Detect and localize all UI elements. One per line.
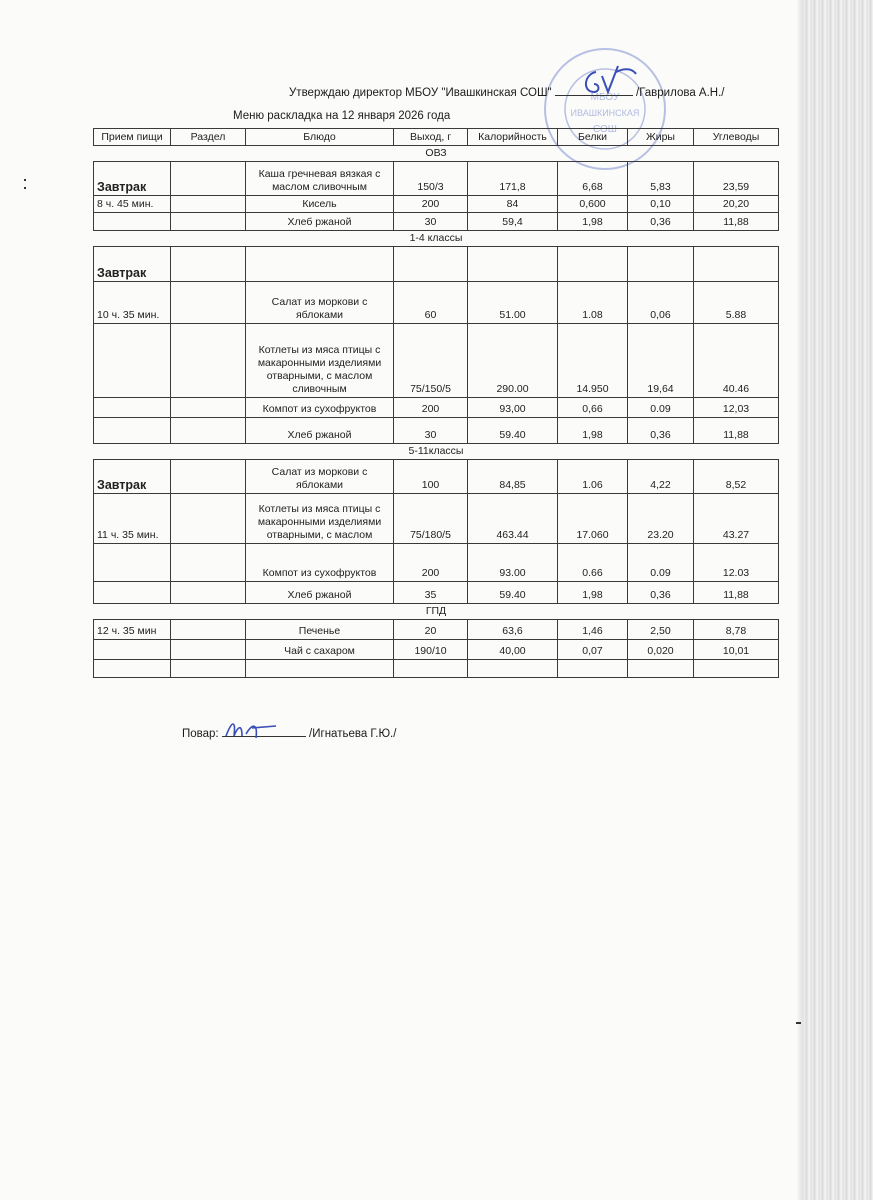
- calories-cell: 51.00: [468, 282, 558, 324]
- carbs-cell: 11,88: [694, 213, 779, 231]
- fat-cell: 0,06: [628, 282, 694, 324]
- protein-cell: [558, 660, 628, 678]
- dish-cell: Салат из моркови с яблоками: [246, 282, 394, 324]
- section-cell: [171, 544, 246, 582]
- dish-cell: Компот из сухофруктов: [246, 398, 394, 418]
- protein-cell: 1.08: [558, 282, 628, 324]
- approval-line: [289, 85, 724, 99]
- protein-cell: 1,98: [558, 418, 628, 444]
- table-row: [94, 196, 779, 213]
- meal-time-cell: [94, 213, 171, 231]
- table-row: [94, 162, 779, 196]
- meal-time-cell: Завтрак: [94, 247, 171, 282]
- portion-cell: 75/180/5: [394, 494, 468, 544]
- approval-text: Утверждаю директор МБОУ "Ивашкинская СОШ": [289, 87, 552, 99]
- carbs-cell: 5.88: [694, 282, 779, 324]
- meal-time-cell: 11 ч. 35 мин.: [94, 494, 171, 544]
- carbs-cell: 20,20: [694, 196, 779, 213]
- table-row: [94, 282, 779, 324]
- calories-cell: 40,00: [468, 640, 558, 660]
- carbs-cell: 43.27: [694, 494, 779, 544]
- scan-speck: [24, 187, 26, 189]
- fat-cell: 2,50: [628, 620, 694, 640]
- carbs-cell: 10,01: [694, 640, 779, 660]
- meal-time-cell: [94, 640, 171, 660]
- table-row: [94, 544, 779, 582]
- portion-cell: 200: [394, 196, 468, 213]
- section-title-row: [94, 146, 779, 162]
- fat-cell: 5,83: [628, 162, 694, 196]
- section-cell: [171, 418, 246, 444]
- meal-time-cell: [94, 398, 171, 418]
- table-row: [94, 640, 779, 660]
- meal-time-cell: [94, 660, 171, 678]
- dish-cell: Котлеты из мяса птицы с макаронными изделиями отварными, с маслом сливочным: [246, 324, 394, 398]
- column-header: Прием пищи: [94, 129, 171, 146]
- portion-cell: 60: [394, 282, 468, 324]
- meal-time-cell: 10 ч. 35 мин.: [94, 282, 171, 324]
- table-row: [94, 620, 779, 640]
- table-row: [94, 418, 779, 444]
- table-row: [94, 460, 779, 494]
- table-row: [94, 398, 779, 418]
- calories-cell: 59.40: [468, 418, 558, 444]
- dish-cell: Компот из сухофруктов: [246, 544, 394, 582]
- meal-time-cell: [94, 324, 171, 398]
- column-header: Углеводы: [694, 129, 779, 146]
- section-cell: [171, 640, 246, 660]
- fat-cell: 0.09: [628, 544, 694, 582]
- protein-cell: 0,66: [558, 398, 628, 418]
- protein-cell: 17.060: [558, 494, 628, 544]
- dish-cell: Хлеб ржаной: [246, 418, 394, 444]
- meal-time-cell: 12 ч. 35 мин: [94, 620, 171, 640]
- fat-cell: 0,36: [628, 213, 694, 231]
- portion-cell: 35: [394, 582, 468, 604]
- portion-cell: 30: [394, 418, 468, 444]
- column-header: Белки: [558, 129, 628, 146]
- table-row: [94, 213, 779, 231]
- table-row: [94, 324, 779, 398]
- section-title: ГПД: [94, 604, 779, 620]
- table-row: [94, 582, 779, 604]
- fat-cell: 0,020: [628, 640, 694, 660]
- carbs-cell: 23,59: [694, 162, 779, 196]
- calories-cell: 84,85: [468, 460, 558, 494]
- calories-cell: 93,00: [468, 398, 558, 418]
- protein-cell: 0.66: [558, 544, 628, 582]
- section-title: 1-4 классы: [94, 231, 779, 247]
- dish-cell: Хлеб ржаной: [246, 582, 394, 604]
- section-cell: [171, 398, 246, 418]
- director-name: /Гаврилова А.Н./: [636, 87, 725, 99]
- portion-cell: 150/3: [394, 162, 468, 196]
- fat-cell: [628, 247, 694, 282]
- meal-time-cell: [94, 418, 171, 444]
- protein-cell: 14.950: [558, 324, 628, 398]
- scan-speck: [796, 1022, 801, 1024]
- scan-edge-line: [797, 0, 803, 1200]
- portion-cell: 200: [394, 544, 468, 582]
- fat-cell: [628, 660, 694, 678]
- cook-name: /Игнатьева Г.Ю./: [309, 728, 397, 740]
- dish-cell: [246, 247, 394, 282]
- column-header: Калорийность: [468, 129, 558, 146]
- calories-cell: 63,6: [468, 620, 558, 640]
- calories-cell: 171,8: [468, 162, 558, 196]
- calories-cell: 59.40: [468, 582, 558, 604]
- table-row: [94, 660, 779, 678]
- section-title-row: [94, 444, 779, 460]
- meal-time-cell: [94, 544, 171, 582]
- carbs-cell: [694, 660, 779, 678]
- meal-time-cell: Завтрак: [94, 460, 171, 494]
- calories-cell: 463.44: [468, 494, 558, 544]
- protein-cell: 1,98: [558, 582, 628, 604]
- column-header: Выход, г: [394, 129, 468, 146]
- portion-cell: [394, 660, 468, 678]
- dish-cell: Котлеты из мяса птицы с макаронными изделиями отварными, с маслом: [246, 494, 394, 544]
- fat-cell: 0,36: [628, 582, 694, 604]
- portion-cell: 30: [394, 213, 468, 231]
- calories-cell: [468, 660, 558, 678]
- protein-cell: 1,98: [558, 213, 628, 231]
- section-title: ОВЗ: [94, 146, 779, 162]
- dish-cell: Чай с сахаром: [246, 640, 394, 660]
- section-title-row: [94, 231, 779, 247]
- carbs-cell: 12,03: [694, 398, 779, 418]
- section-title-row: [94, 604, 779, 620]
- protein-cell: 0,07: [558, 640, 628, 660]
- portion-cell: 190/10: [394, 640, 468, 660]
- carbs-cell: 8,52: [694, 460, 779, 494]
- menu-table: [93, 128, 779, 678]
- portion-cell: 75/150/5: [394, 324, 468, 398]
- column-header: Жиры: [628, 129, 694, 146]
- protein-cell: 1,46: [558, 620, 628, 640]
- fat-cell: 4,22: [628, 460, 694, 494]
- section-cell: [171, 324, 246, 398]
- calories-cell: [468, 247, 558, 282]
- table-row: [94, 247, 779, 282]
- section-cell: [171, 460, 246, 494]
- calories-cell: 93.00: [468, 544, 558, 582]
- table-row: [94, 494, 779, 544]
- portion-cell: 200: [394, 398, 468, 418]
- cook-label: Повар:: [182, 728, 219, 740]
- scan-edge-shading: [803, 0, 873, 1200]
- stamp-line-2: ИВАШКИНСКАЯ: [570, 108, 640, 118]
- section-title: 5-11классы: [94, 444, 779, 460]
- portion-cell: 20: [394, 620, 468, 640]
- scan-speck: [24, 179, 26, 181]
- dish-cell: Кисель: [246, 196, 394, 213]
- stamp-line-3: СОШ: [593, 124, 617, 135]
- cook-line: [182, 726, 396, 740]
- section-cell: [171, 660, 246, 678]
- section-cell: [171, 162, 246, 196]
- dish-cell: Салат из моркови с яблоками: [246, 460, 394, 494]
- dish-cell: [246, 660, 394, 678]
- section-cell: [171, 196, 246, 213]
- column-header: Блюдо: [246, 129, 394, 146]
- section-cell: [171, 282, 246, 324]
- section-cell: [171, 213, 246, 231]
- dish-cell: Хлеб ржаной: [246, 213, 394, 231]
- table-header-row: [94, 129, 779, 146]
- stamp-line-1: МБОУ: [590, 92, 620, 103]
- section-cell: [171, 582, 246, 604]
- section-cell: [171, 494, 246, 544]
- calories-cell: 290.00: [468, 324, 558, 398]
- calories-cell: 59,4: [468, 213, 558, 231]
- protein-cell: 1.06: [558, 460, 628, 494]
- protein-cell: 6,68: [558, 162, 628, 196]
- carbs-cell: 12.03: [694, 544, 779, 582]
- column-header: Раздел: [171, 129, 246, 146]
- calories-cell: 84: [468, 196, 558, 213]
- carbs-cell: [694, 247, 779, 282]
- dish-cell: Каша гречневая вязкая с маслом сливочным: [246, 162, 394, 196]
- section-cell: [171, 247, 246, 282]
- meal-time-cell: Завтрак: [94, 162, 171, 196]
- meal-time-cell: 8 ч. 45 мин.: [94, 196, 171, 213]
- fat-cell: 19,64: [628, 324, 694, 398]
- protein-cell: 0,600: [558, 196, 628, 213]
- meal-time-cell: [94, 582, 171, 604]
- fat-cell: 0,10: [628, 196, 694, 213]
- carbs-cell: 11,88: [694, 418, 779, 444]
- director-signature: [578, 62, 638, 102]
- protein-cell: [558, 247, 628, 282]
- portion-cell: [394, 247, 468, 282]
- section-cell: [171, 620, 246, 640]
- fat-cell: 23.20: [628, 494, 694, 544]
- menu-title: Меню раскладка на 12 января 2026 года: [233, 110, 451, 122]
- portion-cell: 100: [394, 460, 468, 494]
- carbs-cell: 11,88: [694, 582, 779, 604]
- dish-cell: Печенье: [246, 620, 394, 640]
- carbs-cell: 40.46: [694, 324, 779, 398]
- carbs-cell: 8,78: [694, 620, 779, 640]
- fat-cell: 0.09: [628, 398, 694, 418]
- cook-signature: [222, 716, 278, 742]
- fat-cell: 0,36: [628, 418, 694, 444]
